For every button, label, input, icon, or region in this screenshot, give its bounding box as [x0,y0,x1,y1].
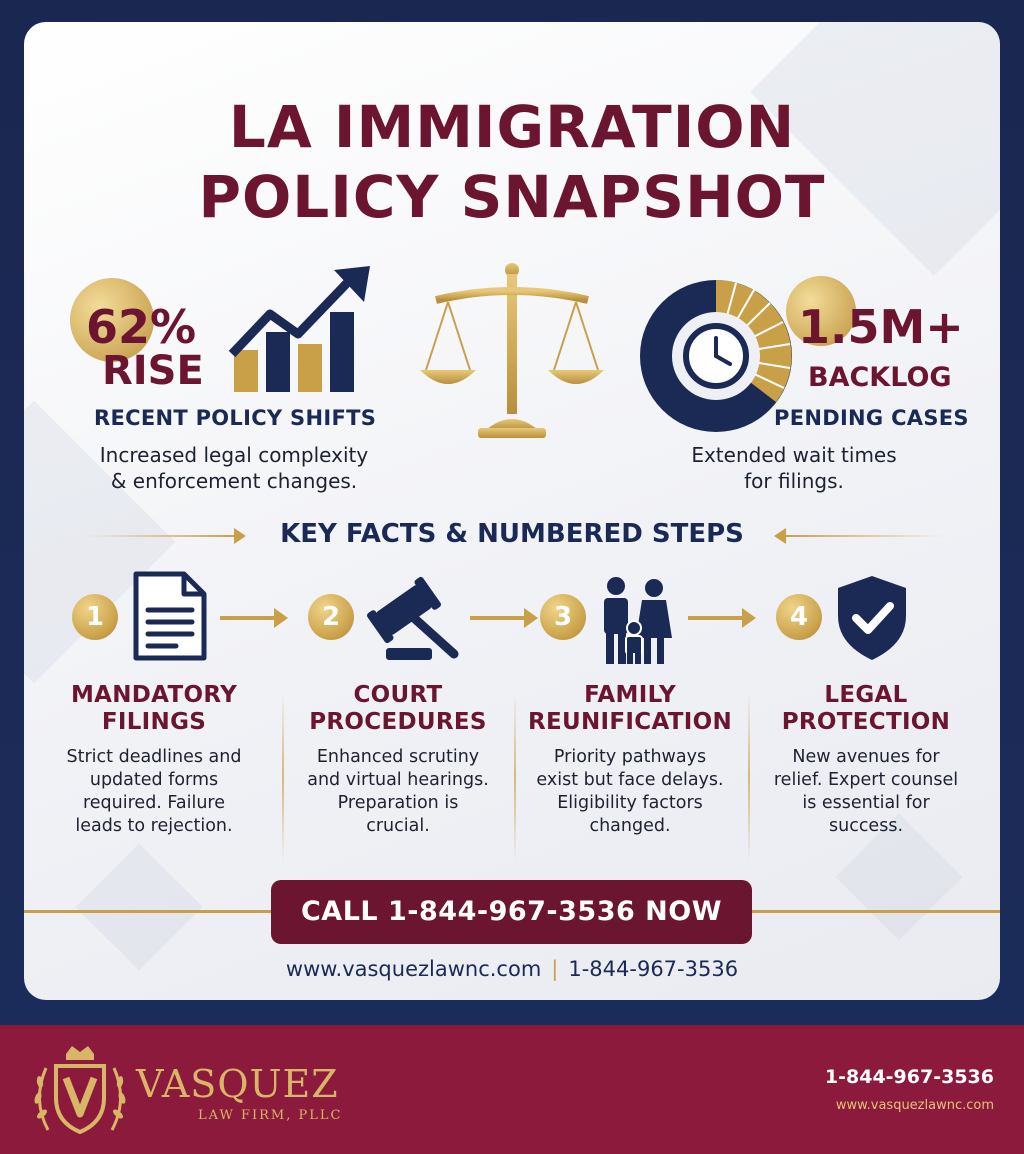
step-title-line: PROCEDURES [309,709,487,735]
stat-left-value: 62% [86,300,197,354]
stat-right-value: 1.5M+ [798,300,964,354]
step-title [514,682,746,736]
step-title [750,682,982,736]
step-desc-line: changed. [589,816,671,836]
stat-right-description [624,442,964,494]
stat-left-desc-line: & enforcement changes. [110,469,358,493]
step-desc-line: Priority pathways [553,747,707,767]
step-title-line: PROTECTION [781,709,951,735]
stat-left-heading: RECENT POLICY SHIFTS [94,406,377,430]
step-description [750,746,982,838]
step-arrow-icon [688,616,744,620]
step-title-line: LEGAL [824,682,908,708]
step-title-line: MANDATORY [70,682,238,708]
brand-phone[interactable]: 1-844-967-3536 [824,1066,994,1088]
stat-left-description [64,442,404,494]
brand-website[interactable]: www.vasquezlawnc.com [835,1098,994,1113]
brand-name: VASQUEZ [136,1062,339,1106]
stat-right-desc-line: Extended wait times [691,443,897,467]
stat-right-unit: BACKLOG [808,362,952,393]
step-desc-line: relief. Expert counsel [773,770,959,790]
title-line-2: POLICY SNAPSHOT [198,163,826,231]
scales-of-justice-icon [416,258,608,442]
step-desc-line: is essential for [802,793,930,813]
brand-subtitle: LAW FIRM, PLLC [198,1108,343,1123]
stat-right-desc-line: for filings. [744,469,844,493]
phone-link[interactable]: 1-844-967-3536 [568,957,739,981]
page-title [24,92,1000,232]
gavel-icon [364,574,464,664]
step-arrow-icon [220,616,276,620]
step-desc-line: Enhanced scrutiny [316,747,480,767]
title-line-1: LA IMMIGRATION [228,93,796,161]
law-firm-crest-logo [28,1040,132,1140]
separator: | [551,957,559,981]
step-title-line: FAMILY [584,682,676,708]
decorative-diamond [75,843,202,970]
step-desc-line: updated forms [89,770,219,790]
step-arrow-icon [470,616,526,620]
step-column-3 [514,682,746,838]
contact-line [24,957,1000,981]
step-desc-line: Strict deadlines and [66,747,242,767]
infographic-card [24,22,1000,1000]
step-number-badge: 3 [540,594,586,640]
step-title-line: FILINGS [101,709,207,735]
stat-left-desc-line: Increased legal complexity [99,443,369,467]
step-description [514,746,746,838]
step-desc-line: exist but face delays. [536,770,724,790]
step-desc-line: Eligibility factors [557,793,703,813]
step-desc-line: success. [828,816,904,836]
step-desc-line: New avenues for [792,747,940,767]
step-number-badge: 2 [308,594,354,640]
document-icon [132,570,208,662]
stat-right-heading: PENDING CASES [774,406,969,430]
rising-chart-icon [228,262,376,394]
family-icon [596,576,676,666]
step-title-line: REUNIFICATION [527,709,732,735]
step-number-badge: 4 [776,594,822,640]
backlog-pie-chart-icon [636,276,796,436]
step-desc-line: crucial. [366,816,430,836]
step-column-2 [282,682,514,838]
step-title-line: COURT [353,682,443,708]
website-link[interactable]: www.vasquezlawnc.com [285,957,542,981]
section-rule-right [784,535,944,537]
step-desc-line: and virtual hearings. [307,770,489,790]
step-desc-line: Preparation is [337,793,459,813]
step-description [38,746,270,838]
shield-check-icon [832,572,912,664]
section-heading: KEY FACTS & NUMBERED STEPS [280,519,744,549]
step-column-1 [38,682,270,838]
step-desc-line: required. Failure [82,793,226,813]
call-now-button[interactable]: CALL 1-844-967-3536 NOW [271,880,752,944]
step-description [282,746,514,838]
step-column-4 [750,682,982,838]
step-title [282,682,514,736]
step-number-badge: 1 [72,594,118,640]
step-title [38,682,270,736]
stat-left-unit: RISE [102,348,204,394]
step-desc-line: leads to rejection. [75,816,233,836]
